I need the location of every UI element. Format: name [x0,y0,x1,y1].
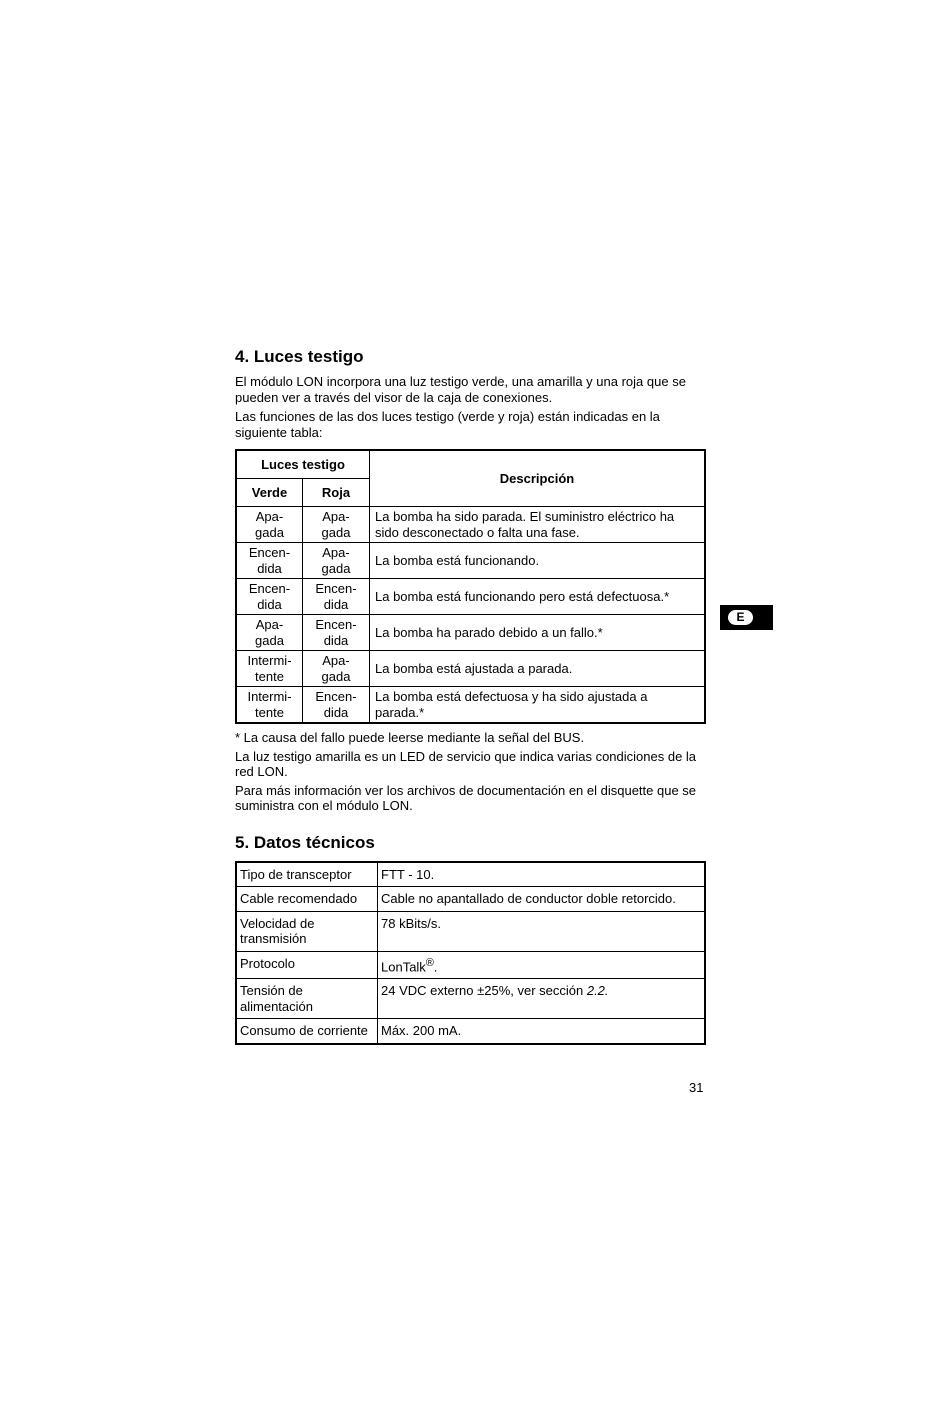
page-number: 31 [689,1080,704,1095]
state-description: La bomba ha sido parada. El suministro eléctrico ha sido desconectado o falta una fase. [370,507,706,543]
red-state: Encen- dida [303,615,370,651]
red-state: Apa- gada [303,651,370,687]
green-state: Encen- dida [236,543,303,579]
green-state: Encen- dida [236,579,303,615]
spec-value: Máx. 200 mA. [378,1019,706,1044]
green-state: Apa- gada [236,507,303,543]
protocol-name: LonTalk [381,958,426,974]
spec-key: Consumo de corriente [236,1019,378,1044]
table-row [236,862,705,887]
red-header: Roja [303,479,370,507]
spec-key: Tipo de transceptor [236,862,378,887]
technical-data-table [235,861,706,1045]
table-row [236,979,705,1019]
table-row [236,911,705,951]
description-header: Descripción [370,450,706,507]
section-4-paragraph-1: El módulo LON incorpora una luz testigo verde, una amarilla y una roja que se pueden ver a través del visor de la caja de conexiones. [235,374,686,405]
table-row [236,543,705,579]
spec-value: FTT - 10. [378,862,706,887]
table-row [236,579,705,615]
spec-key: Velocidad de transmisión [236,911,378,951]
spec-value: Cable no apantallado de conductor doble retorcido. [378,887,706,912]
section-reference: 2.2. [586,983,609,999]
state-description: La bomba está ajustada a parada. [370,651,706,687]
section-4-title: 4. Luces testigo [235,347,364,366]
red-state: Encen- dida [303,687,370,724]
indicator-lights-table [235,449,706,724]
red-state: Apa- gada [303,543,370,579]
voltage-text: 24 VDC externo ±25%, ver sección [381,983,587,999]
table-row [236,887,705,912]
green-state: Intermi- tente [236,687,303,724]
documentation-note: Para más información ver los archivos de documentación en el disquette que se suministra con el módulo LON. [235,782,697,813]
table-row [236,1019,705,1044]
lights-group-header: Luces testigo [236,450,370,479]
footnote: * La causa del fallo puede leerse mediante la señal del BUS. [235,730,585,745]
table-row [236,507,705,543]
spec-value: 78 kBits/s. [378,911,706,951]
green-state: Intermi- tente [236,651,303,687]
spec-value [378,951,706,979]
state-description: La bomba está funcionando. [370,543,706,579]
registered-mark: ® [425,956,434,969]
section-5-title: 5. Datos técnicos [235,832,375,852]
language-tab-label: E [728,610,753,625]
state-description: La bomba está defectuosa y ha sido ajustada a parada.* [370,687,706,724]
state-description: La bomba ha parado debido a un fallo.* [370,615,706,651]
table-row [236,615,705,651]
red-state: Encen- dida [303,579,370,615]
table-row [236,651,705,687]
table-row [236,687,705,724]
state-description: La bomba está funcionando pero está defectuosa.* [370,579,706,615]
spec-key: Protocolo [236,951,378,979]
spec-key: Tensión de alimentación [236,979,378,1019]
green-header: Verde [236,479,303,507]
red-state: Apa- gada [303,507,370,543]
green-state: Apa- gada [236,615,303,651]
table-row [236,951,705,979]
spec-value [378,979,706,1019]
page-content [235,346,706,1045]
language-tab [720,605,773,630]
protocol-suffix: . [433,958,438,974]
yellow-led-note: La luz testigo amarilla es un LED de servicio que indica varias condiciones de la red LON. [235,748,697,779]
spec-key: Cable recomendado [236,887,378,912]
section-4-paragraph-2: Las funciones de las dos luces testigo (verde y roja) están indicadas en la siguiente tabla: [235,409,660,440]
